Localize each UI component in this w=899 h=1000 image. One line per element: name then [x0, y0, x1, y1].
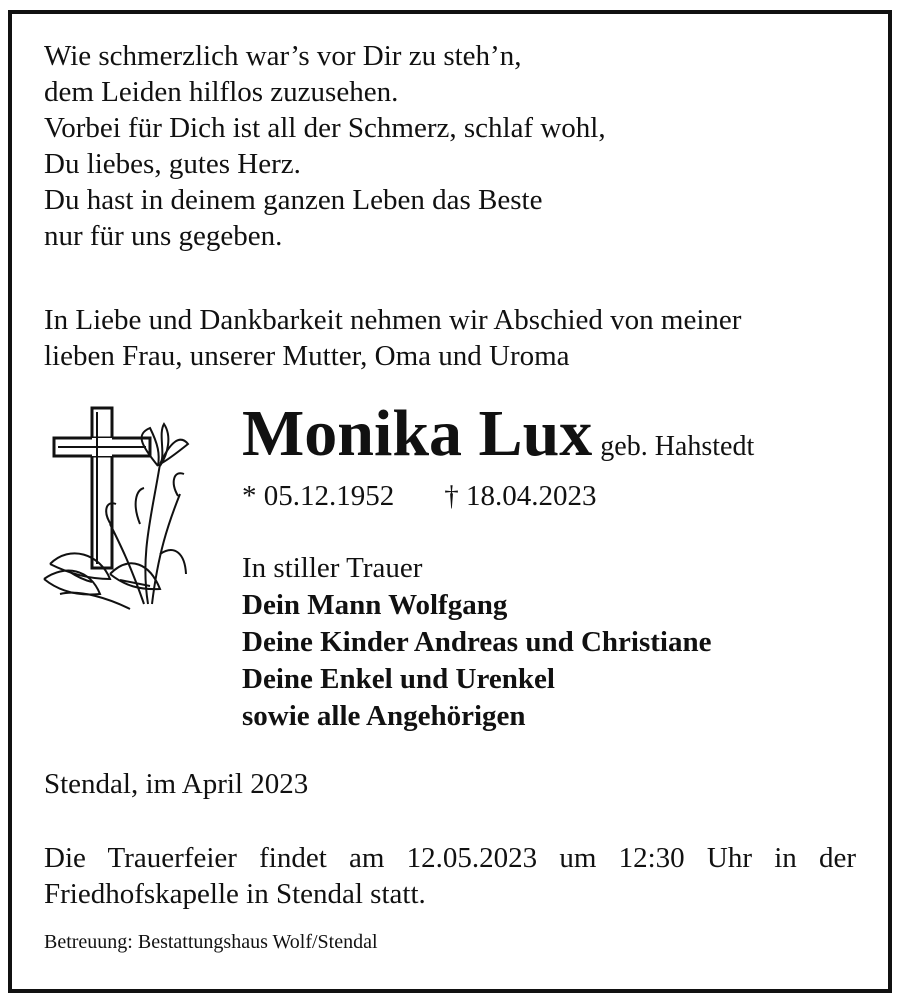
deceased-name-line [242, 396, 754, 472]
intro-text [44, 302, 741, 374]
maiden-name: geb. Hahstedt [600, 431, 755, 462]
deceased-name: Monika Lux [242, 397, 593, 470]
poem-line: Vorbei für Dich ist all der Schmerz, schlaf wohl, [44, 112, 606, 144]
cross-lily-icon [40, 404, 190, 614]
birth-date: * 05.12.1952 [242, 480, 395, 512]
ceremony-line: Friedhofskapelle in Stendal statt. [44, 878, 426, 910]
funeral-home-credit: Betreuung: Bestattungshaus Wolf/Stendal [44, 931, 378, 953]
life-dates [242, 480, 597, 513]
ceremony-line: Die Trauerfeier findet am 12.05.2023 um 12:30 Uhr in der [44, 842, 856, 874]
poem-line: Wie schmerzlich war’s vor Dir zu steh’n, [44, 40, 522, 72]
mourner-line: Deine Enkel und Urenkel [242, 663, 555, 695]
intro-line: lieben Frau, unserer Mutter, Oma und Uroma [44, 340, 570, 372]
death-date: † 18.04.2023 [444, 480, 597, 512]
poem [44, 38, 606, 254]
poem-line: Du hast in deinem ganzen Leben das Beste [44, 184, 543, 216]
intro-line: In Liebe und Dankbarkeit nehmen wir Abschied von meiner [44, 304, 742, 336]
poem-line: nur für uns gegeben. [44, 220, 283, 252]
mourners-intro: In stiller Trauer [242, 552, 423, 584]
ceremony-info [44, 840, 856, 912]
poem-line: Du liebes, gutes Herz. [44, 148, 301, 180]
mourners-block [242, 550, 711, 735]
mourner-line: Deine Kinder Andreas und Christiane [242, 626, 712, 658]
mourner-line: sowie alle Angehörigen [242, 700, 526, 732]
place-date: Stendal, im April 2023 [44, 768, 309, 800]
poem-line: dem Leiden hilflos zuzusehen. [44, 76, 399, 108]
obituary-frame [8, 10, 892, 993]
mourner-line: Dein Mann Wolfgang [242, 589, 508, 621]
